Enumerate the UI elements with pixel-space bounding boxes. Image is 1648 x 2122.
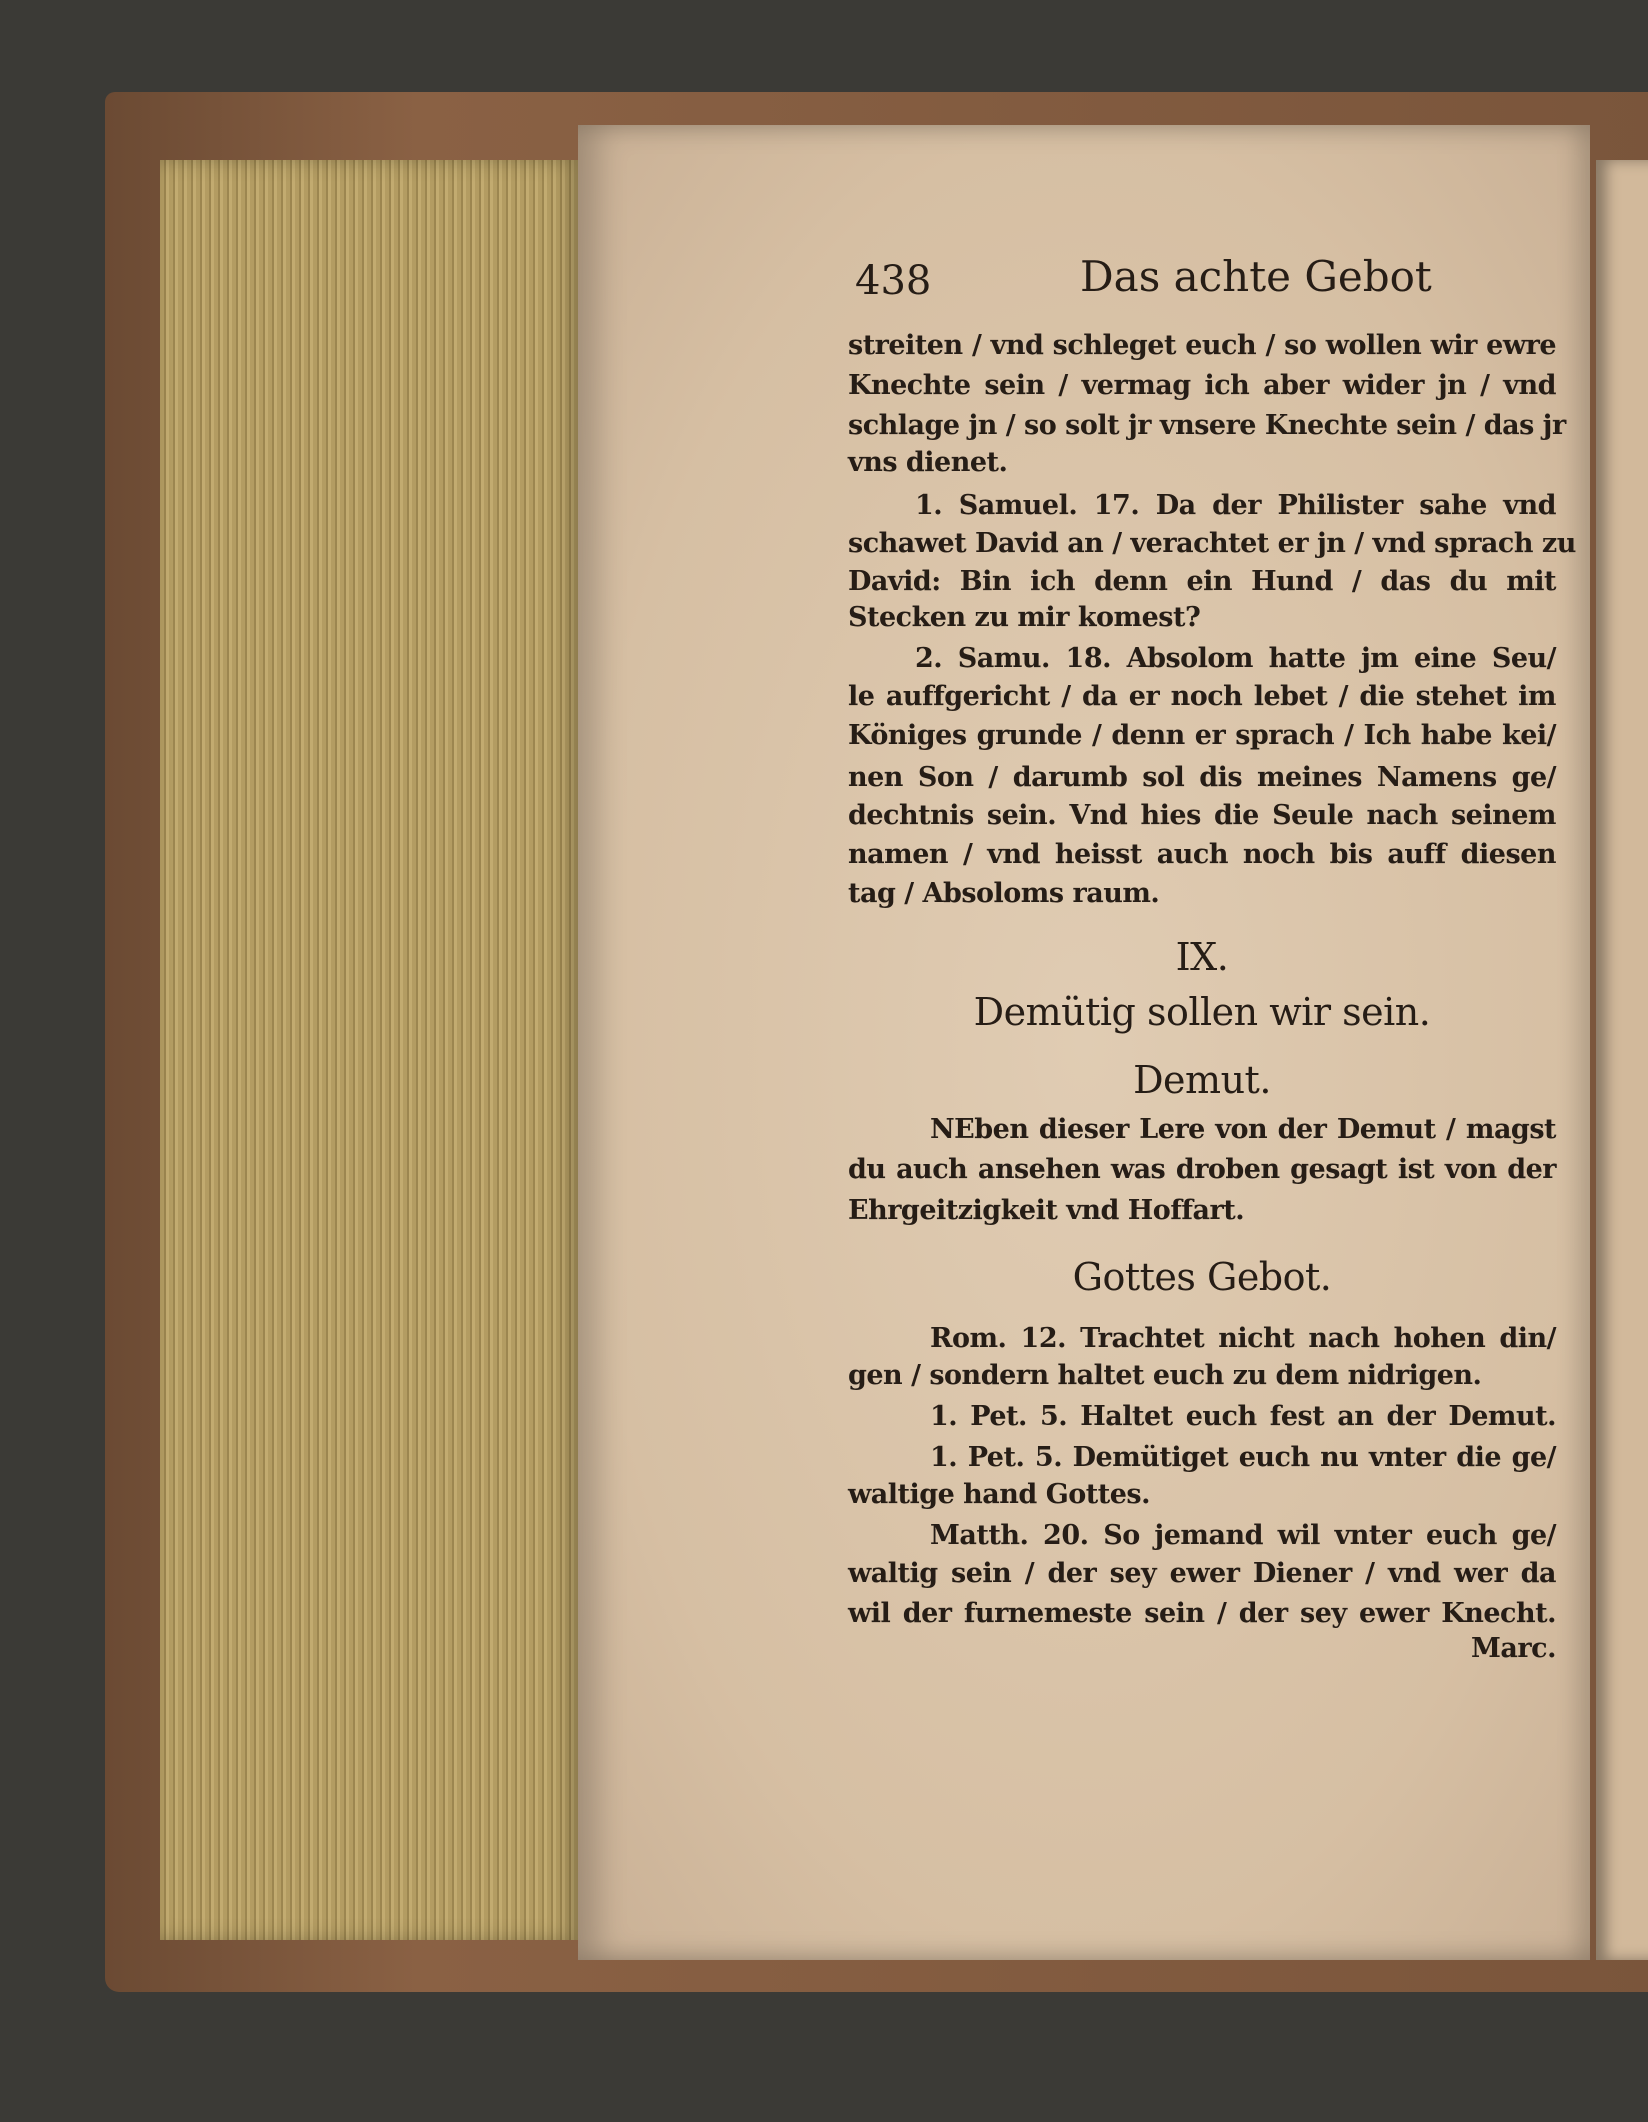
text-line: David: Bin ich denn ein Hund / das du mit <box>848 566 1556 597</box>
text-line: nen Son / darumb sol dis meines Namens ge/ <box>848 762 1556 793</box>
text-line: Stecken zu mir komest? <box>848 602 1201 633</box>
subsection-title: Gottes Gebot. <box>1072 1255 1332 1299</box>
text-line: waltig sein / der sey ewer Diener / vnd wer da <box>848 1558 1556 1589</box>
text-line: gen / sondern haltet euch zu dem nidrigen. <box>848 1360 1482 1391</box>
text-line: dechtnis sein. Vnd hies die Seule nach seinem <box>848 800 1556 831</box>
text-line: 1. Samuel. 17. Da der Philister sahe vnd <box>915 490 1556 521</box>
facing-page-edge <box>1596 160 1648 1960</box>
text-line: Knechte sein / vermag ich aber wider jn / vnd <box>848 370 1556 401</box>
chapter-title: Demütig sollen wir sein. <box>973 990 1431 1034</box>
text-line: Matth. 20. So jemand wil vnter euch ge/ <box>930 1520 1556 1551</box>
text-line: Königes grunde / denn er sprach / Ich habe kei/ <box>848 720 1556 751</box>
text-line: Ehrgeitzigkeit vnd Hoffart. <box>848 1195 1245 1226</box>
page-edges <box>160 160 580 1940</box>
catchword: Marc. <box>1471 1633 1556 1664</box>
text-line: namen / vnd heisst auch noch bis auff diesen <box>848 839 1556 870</box>
text-line: 1. Pet. 5. Haltet euch fest an der Demut. <box>930 1401 1556 1432</box>
text-line: le auffgericht / da er noch lebet / die stehet im <box>848 681 1556 712</box>
text-line: du auch ansehen was droben gesagt ist von der <box>848 1154 1556 1185</box>
text-line: Rom. 12. Trachtet nicht nach hohen din/ <box>930 1323 1556 1354</box>
text-line: tag / Absoloms raum. <box>848 878 1160 909</box>
text-line: waltige hand Gottes. <box>848 1479 1151 1510</box>
section-title: Demut. <box>1133 1058 1271 1102</box>
running-head: Das achte Gebot <box>1080 252 1432 301</box>
text-line: wil der furnemeste sein / der sey ewer Knecht. <box>848 1598 1556 1629</box>
text-line: NEben dieser Lere von der Demut / magst <box>930 1114 1556 1145</box>
text-line: vns dienet. <box>848 447 1008 478</box>
text-line: 2. Samu. 18. Absolom hatte jm eine Seu/ <box>915 643 1556 674</box>
text-line: schlage jn / so solt jr vnsere Knechte sein / das jr <box>848 410 1566 441</box>
chapter-number: IX. <box>1175 935 1229 979</box>
page-number: 438 <box>855 258 932 304</box>
text-line: 1. Pet. 5. Demütiget euch nu vnter die ge/ <box>930 1442 1556 1473</box>
text-line: streiten / vnd schleget euch / so wollen wir ewre <box>848 330 1556 361</box>
text-line: schawet David an / verachtet er jn / vnd sprach zu <box>848 528 1576 559</box>
